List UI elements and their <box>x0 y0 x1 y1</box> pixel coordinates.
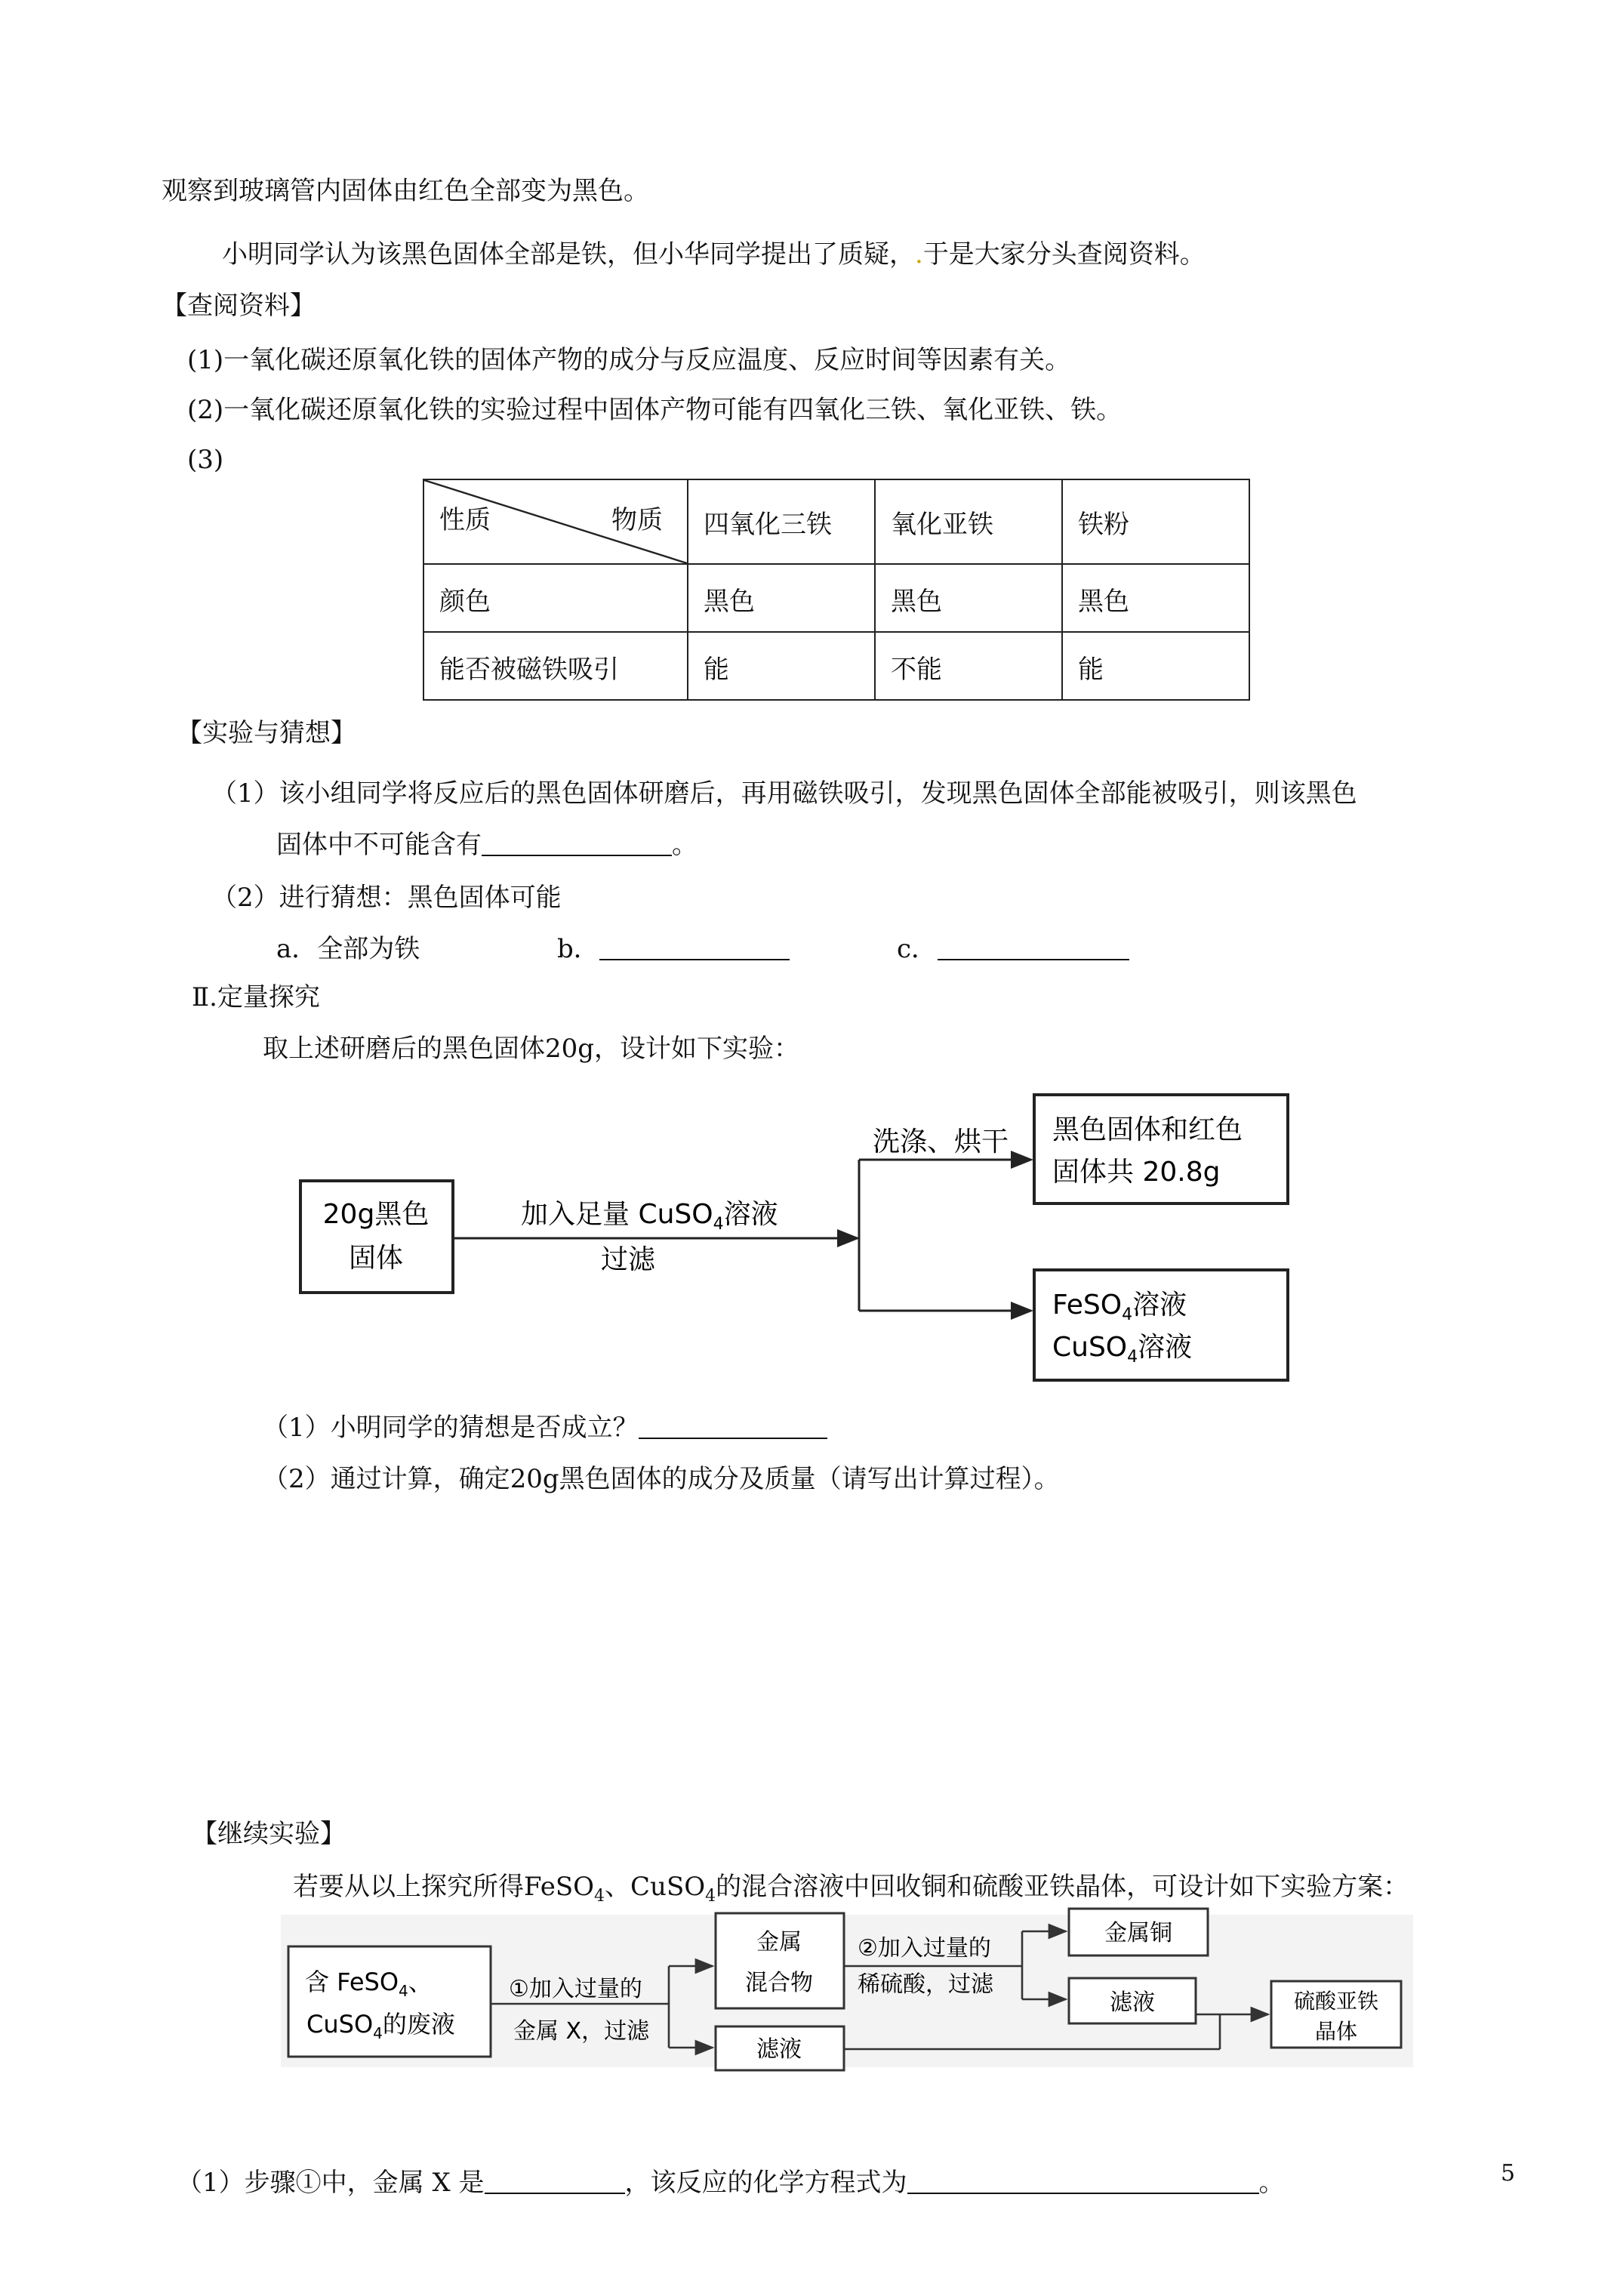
solid-result-line-1: 黑色固体和红色 <box>1052 1114 1243 1145</box>
table-cell: 能 <box>1062 632 1249 700</box>
continue-q1 <box>177 2167 1284 2200</box>
solid-sample-line-2: 固体 <box>348 1243 404 1274</box>
quant-intro: 取上述研磨后的黑色固体20g，设计如下实验： <box>263 1034 800 1065</box>
corner-label-substance: 物质 <box>611 506 663 536</box>
continue-q1-suffix: 。 <box>1258 2168 1285 2199</box>
intro-part: 、CuSO <box>605 1872 706 1903</box>
filtrate-label-1: 滤液 <box>756 2036 802 2063</box>
quant-heading: Ⅱ.定量探究 <box>192 983 320 1013</box>
continue-heading: 【继续实验】 <box>192 1820 346 1850</box>
filtrate-label-2: 滤液 <box>1110 1989 1155 2016</box>
table-row-label: 能否被磁铁吸引 <box>423 632 688 700</box>
intro-line-1: 观察到玻璃管内固体由红色全部变为黑色。 <box>162 177 649 207</box>
solid-sample-line-1: 20g黑色 <box>322 1199 430 1230</box>
solution-result-line-2: CuSO$_4$溶液 <box>1052 1332 1193 1367</box>
table-column-header: 铁粉 <box>1062 479 1249 564</box>
intro-line-2-b: 于是大家分头查阅资料。 <box>922 240 1206 270</box>
table-row-label: 颜色 <box>423 564 688 632</box>
step1-top-label: ①加入过量的 <box>509 1976 642 2002</box>
product-line-2: 晶体 <box>1314 2019 1358 2044</box>
table-cell: 能 <box>688 632 875 700</box>
table-cell: 黑色 <box>1062 564 1249 632</box>
lookup-item-1: (1)一氧化碳还原氧化铁的固体产物的成分与反应温度、反应时间等因素有关。 <box>187 346 1071 376</box>
quant-q1-text: （1）小明同学的猜想是否成立？ <box>263 1413 639 1444</box>
option-c-label: c． <box>897 935 938 965</box>
step2-top-label: ②加入过量的 <box>858 1935 991 1962</box>
solid-result-line-2: 固体共 20.8g <box>1052 1157 1221 1188</box>
answer-blank <box>907 2168 1258 2194</box>
option-b-label: b． <box>557 935 599 965</box>
answer-blank <box>484 2168 624 2194</box>
corner-label-property: 性质 <box>439 506 491 536</box>
experiment-heading: 【实验与猜想】 <box>177 719 356 749</box>
intro-subscript: 4 <box>594 1886 605 1906</box>
step2-bottom-label: 稀硫酸，过滤 <box>858 1971 993 1998</box>
step1-bottom-label: 金属 X，过滤 <box>513 2018 650 2045</box>
copper-label: 金属铜 <box>1104 1920 1172 1946</box>
lookup-heading: 【查阅资料】 <box>162 291 316 322</box>
reagent-label: 加入足量 CuSO$_4$溶液 <box>521 1199 778 1234</box>
table-cell: 黑色 <box>875 564 1062 632</box>
waste-line-2: CuSO$_4$的废液 <box>306 2010 455 2042</box>
quant-q2: （2）通过计算，确定20g黑色固体的成分及质量（请写出计算过程）。 <box>263 1465 1060 1495</box>
table-column-header: 四氧化三铁 <box>688 479 875 564</box>
product-line-1: 硫酸亚铁 <box>1293 1989 1379 2014</box>
q1-prefix: 固体中不可能含有 <box>276 831 482 861</box>
intro-line-2-a: 小明同学认为该黑色固体全部是铁，但小华同学提出了质疑， <box>222 240 915 270</box>
intro-line-2-dot: . <box>915 240 923 270</box>
option-a: a．全部为铁 <box>276 935 420 965</box>
lookup-item-3: (3) <box>187 445 224 476</box>
table-column-header: 氧化亚铁 <box>875 479 1062 564</box>
table-cell: 不能 <box>875 632 1062 700</box>
table-cell: 黑色 <box>688 564 875 632</box>
intro-subscript: 4 <box>705 1886 716 1906</box>
page-number: 5 <box>1501 2159 1516 2187</box>
continue-q1-mid: ，该反应的化学方程式为 <box>624 2168 907 2199</box>
waste-line-1: 含 FeSO$_4$、 <box>305 1968 433 2000</box>
waste-liquid-box <box>288 1946 491 2057</box>
solution-result-line-1: FeSO$_4$溶液 <box>1052 1290 1187 1324</box>
q1-suffix: 。 <box>672 831 698 861</box>
filter-label: 过滤 <box>600 1244 656 1275</box>
metal-mixture-line-2: 混合物 <box>745 1970 813 1996</box>
wash-dry-label: 洗涤、烘干 <box>873 1126 1009 1157</box>
lookup-item-2: (2)一氧化碳还原氧化铁的实验过程中固体产物可能有四氧化三铁、氧化亚铁、铁。 <box>187 396 1123 426</box>
metal-mixture-line-1: 金属 <box>756 1929 802 1955</box>
continue-q1-prefix: （1）步骤①中，金属 X 是 <box>177 2168 485 2199</box>
experiment-q1-line-1: （1）该小组同学将反应后的黑色固体研磨后，再用磁铁吸引，发现黑色固体全部能被吸引，则该黑色 <box>211 779 1357 809</box>
intro-part: 的混合溶液中回收铜和硫酸亚铁晶体，可设计如下实验方案： <box>716 1872 1409 1903</box>
intro-part: 若要从以上探究所得FeSO <box>293 1872 595 1903</box>
experiment-q2: （2）进行猜想：黑色固体可能 <box>211 883 562 914</box>
